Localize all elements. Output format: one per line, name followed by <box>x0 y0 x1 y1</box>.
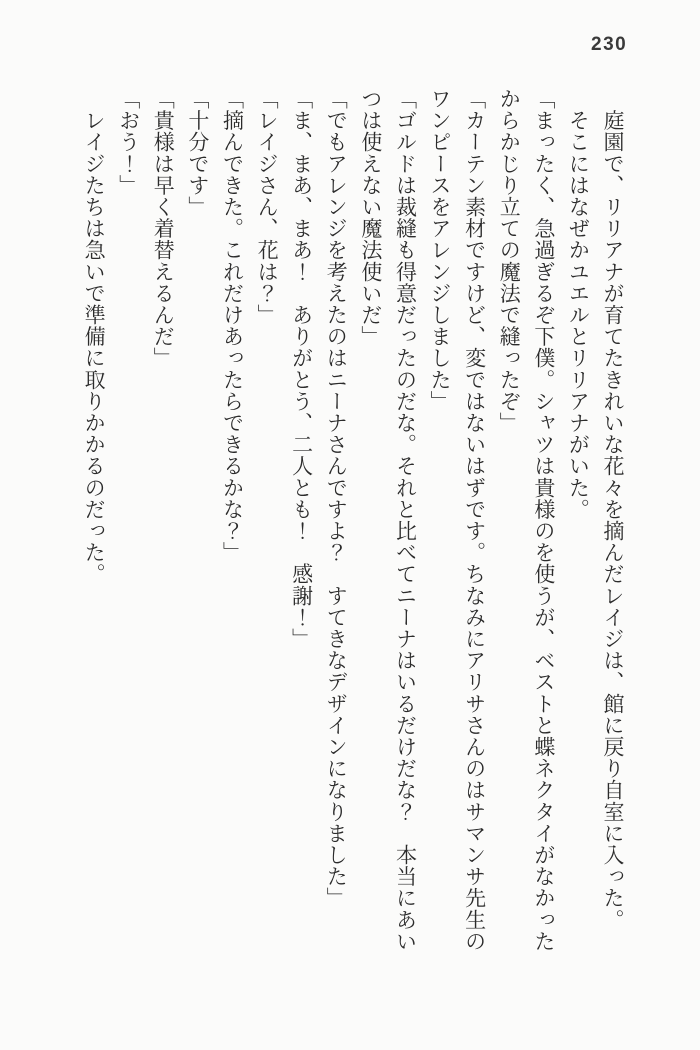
page-number: 230 <box>591 34 628 55</box>
text-column-14: 「貴様は早く着替えるんだ」 <box>151 88 176 369</box>
text-column-7: 「ゴルドは裁縫も得意だったのだな。それと比べてニーナはいるだけだな？ 本当にあい <box>393 88 418 952</box>
text-column-8: つは使えない魔法使いだ」 <box>358 88 383 348</box>
text-column-16: レイジたちは急いで準備に取りかかるのだった。 <box>82 88 107 585</box>
text-column-3: 「まったく、急過ぎるぞ下僕。シャツは貴様のを使うが、ベストと蝶ネクタイがなかった <box>531 88 556 952</box>
text-column-12: 「摘んできた。これだけあったらできるかな？」 <box>220 88 245 564</box>
text-column-1: 庭園で、リリアナが育てたきれいな花々を摘んだレイジは、館に戻り自室に入った。 <box>601 88 625 931</box>
text-column-13: 「十分です」 <box>185 88 210 218</box>
text-columns <box>77 88 631 976</box>
text-column-11: 「レイジさん、花は？」 <box>255 88 280 326</box>
text-column-15: 「おう！」 <box>116 88 141 196</box>
text-column-2: そこにはなぜかユエルとリリアナがいた。 <box>566 88 591 520</box>
text-column-4: からかじり立ての魔法で縫ったぞ」 <box>497 88 522 434</box>
text-column-9: 「でもアレンジを考えたのはニーナさんですよ？ すてきなデザインになりました」 <box>324 88 349 909</box>
text-column-6: ワンピースをアレンジしました」 <box>428 88 453 412</box>
text-column-10: 「ま、まあ、まあ！ ありがとう、二人とも！ 感謝！」 <box>289 88 314 650</box>
text-column-5: 「カーテン素材ですけど、変ではないはずです。ちなみにアリサさんのはサマンサ先生の <box>462 88 487 952</box>
